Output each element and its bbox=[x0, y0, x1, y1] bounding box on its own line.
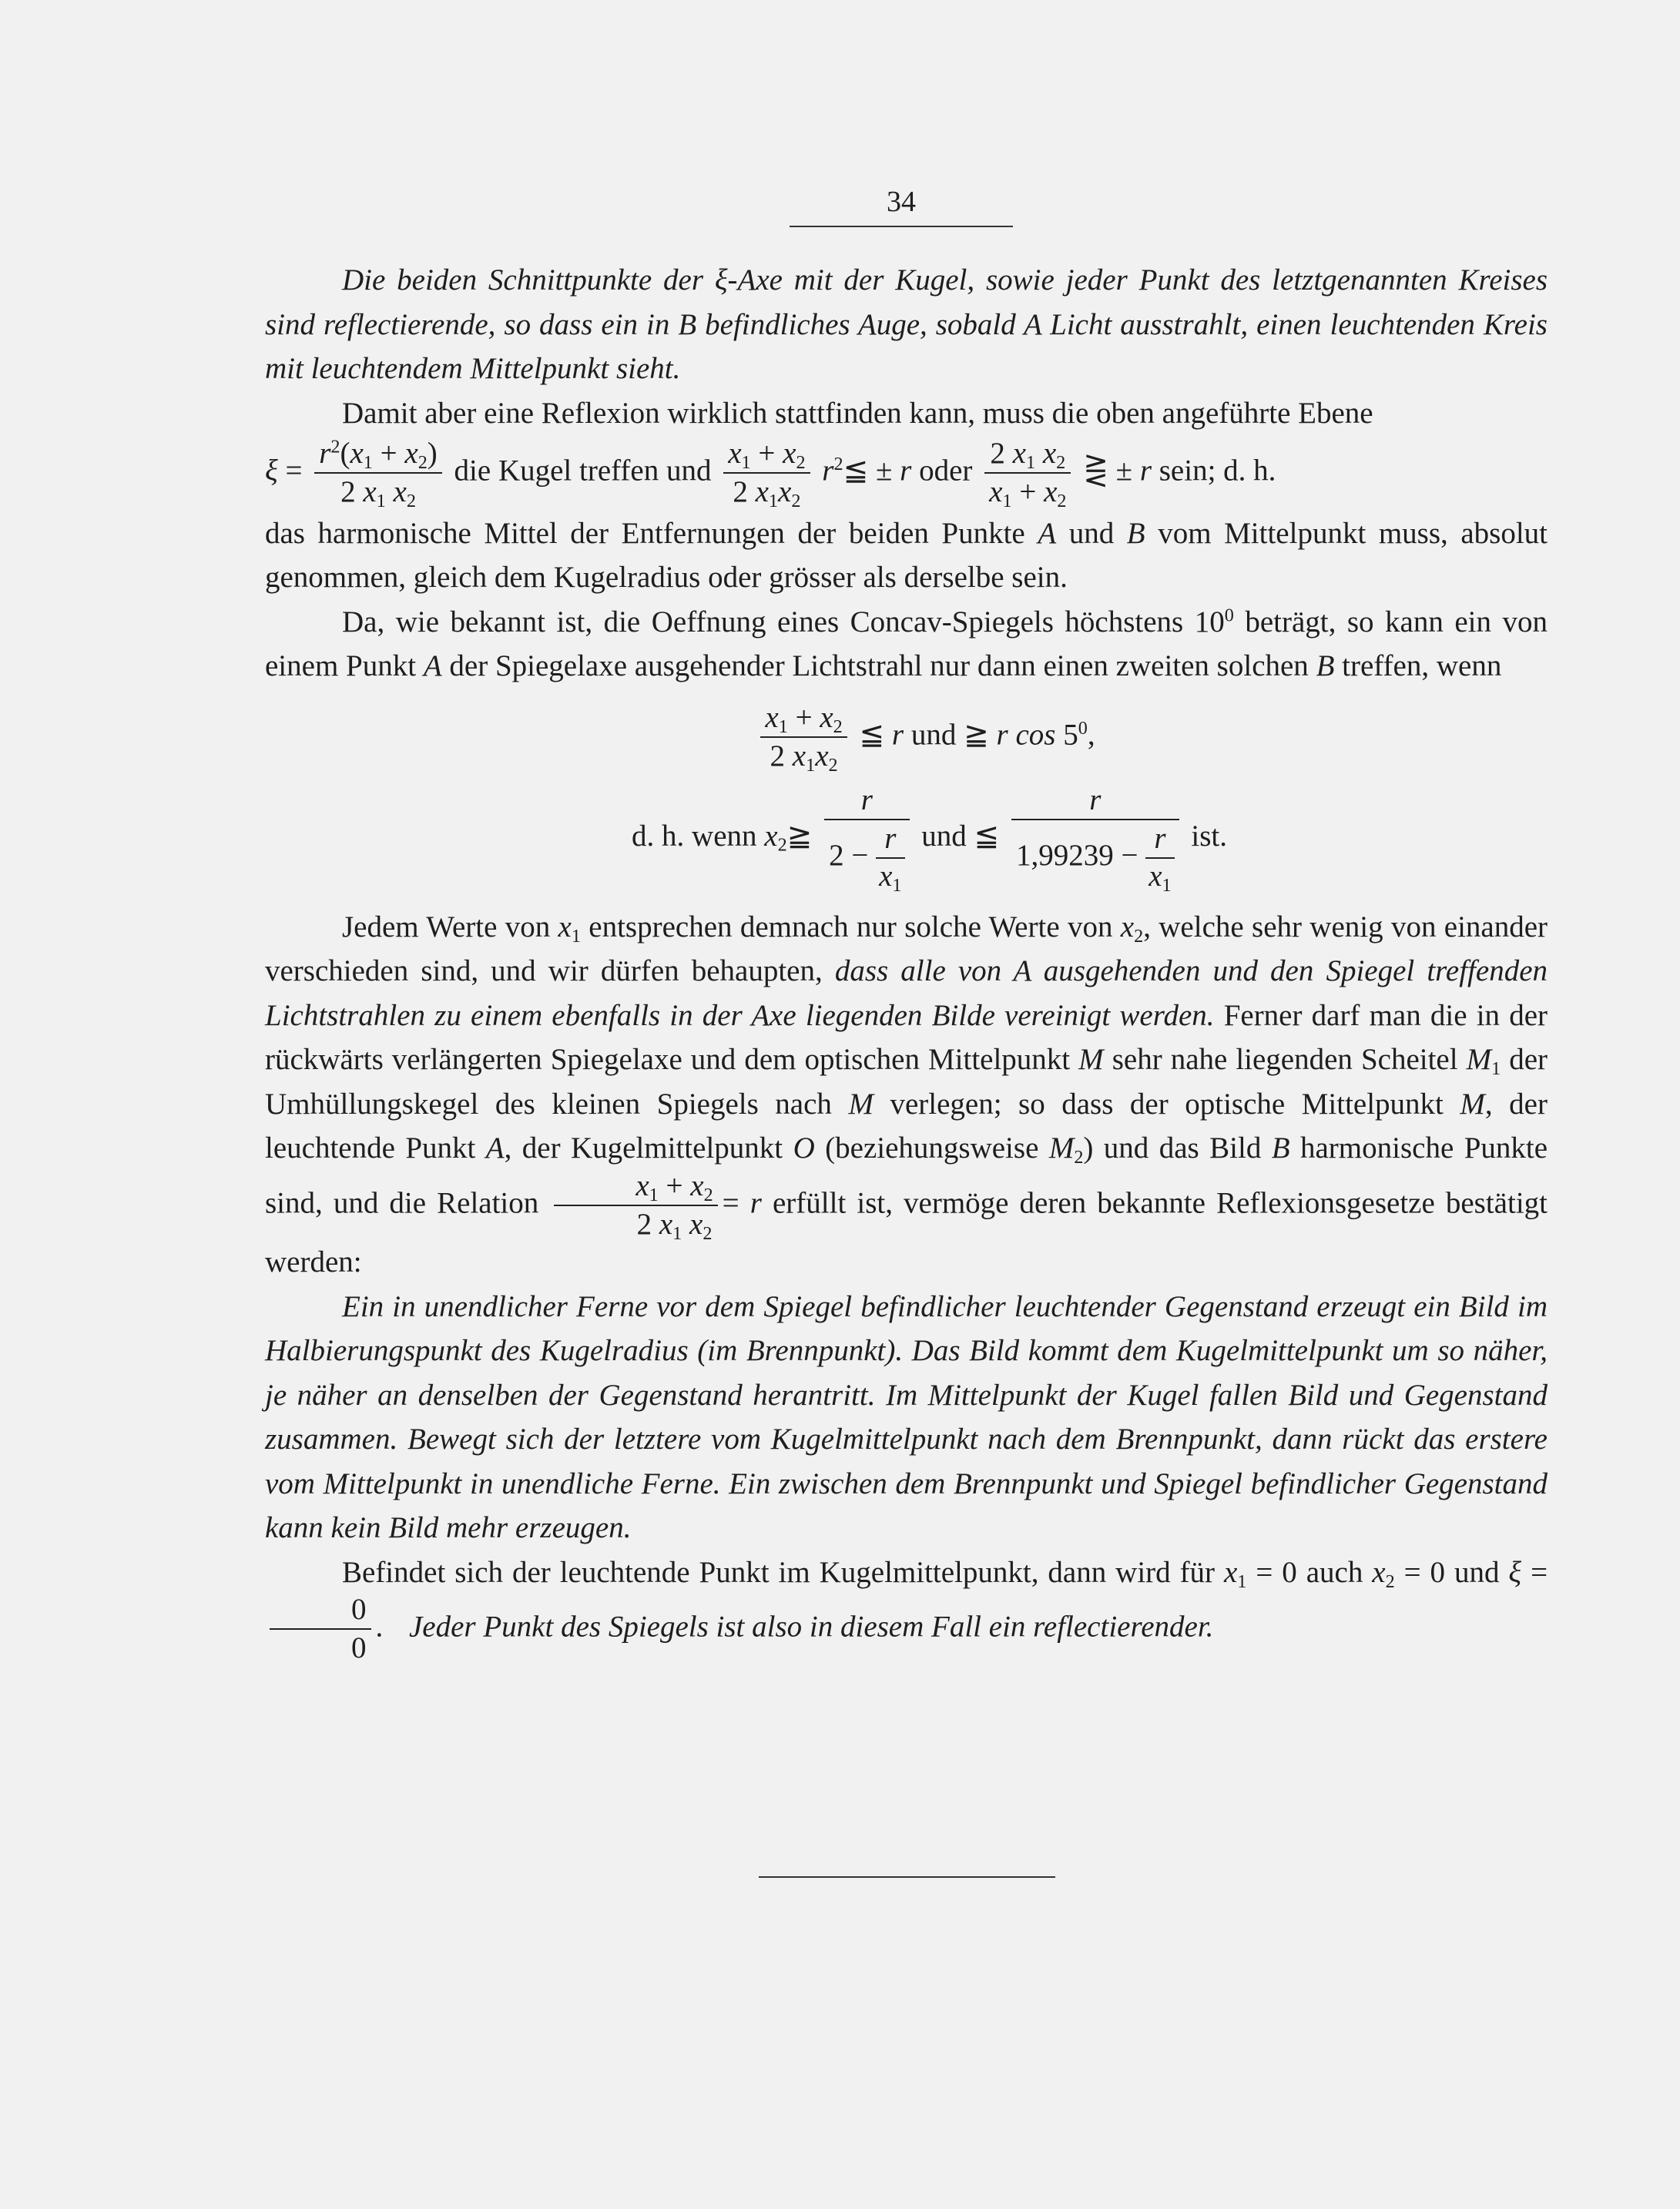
text-fragment: die Kugel treffen und bbox=[454, 454, 712, 488]
footer-rule bbox=[759, 1876, 1055, 1878]
text-fragment: oder bbox=[919, 454, 973, 488]
fraction-harmonic-inverse: $\frac{2 x_1 x_2}{x_1 + x_2}$ bbox=[984, 438, 1071, 508]
paragraph-3: Da, wie bekannt ist, die Oeffnung eines Concav-Spiegels höchstens $10^0$ beträgt, so kann ein von einem Punkt A der Spiegelaxe ausgehender Lichtstrahl nur dann einen zweiten solchen B treffen, wenn bbox=[265, 605, 1548, 683]
fraction-relation: $\frac{x_1 + x_2}{2 x_1 x_2}$ bbox=[554, 1171, 717, 1241]
fraction-plane-xi bbox=[314, 436, 442, 511]
display-equation-1: $\frac{x_1 + x_2}{2 x_1x_2}$ ≦ r und ≧ r $\cos 5^0$, bbox=[265, 702, 1548, 773]
paragraph-4: Jedem Werte von $x_1$ entsprechen demnach nur solche Werte von $x_2$, welche sehr wenig von einander verschieden sind, und wir dürfen behaupten, dass alle von A ausgehenden und den Spiegel treffenden Lichtstrahlen zu einem ebenfalls in der Axe liegenden Bilde vereinigt werden. Ferner darf man die in der rückwärts verlängerten Spiegelaxe und dem optischen Mittelpunkt M sehr nahe liegenden Scheitel $M_1$ der Umhüllungskegel des kleinen Spiegels nach M verlegen; so dass der optische Mittelpunkt M, der leuchtende Punkt A, der Kugelmittelpunkt O (beziehungsweise $M_2$) und das Bild B harmonische Punkte sind, und die Relation $\frac{x_1 + x_2}{2 x_1 x_2}$ = r erfüllt ist, vermöge deren bekannte Reflexionsgesetze bestätigt werden: bbox=[265, 910, 1548, 1279]
header-rule bbox=[790, 226, 1013, 227]
paragraph-6: Befindet sich der leuchtende Punkt im Kugelmittelpunkt, dann wird für $x_1 = 0$ auch $x_2 = 0$ und ξ = $\frac{0}{0}$ . Jeder Punkt des Spiegels ist also in diesem Fall ein reflectierender. bbox=[265, 1550, 1548, 1664]
fraction-bound-2: r 1,99239 − $\frac{r}{x_1}$ bbox=[1011, 785, 1179, 893]
paragraph-5: Ein in unendlicher Ferne vor dem Spiegel befindlicher leuchtender Gegenstand erzeugt ein Bild im Halbierungspunkt des Kugelradius (im Brennpunkt). Das Bild kommt dem Kugelmittelpunkt um so näher, je näher an denselben der Gegenstand herantritt. Im Mittelpunkt der Kugel fallen Bild und Gegenstand zusammen. Bewegt sich der letztere vom Kugelmittelpunkt nach dem Brennpunkt, dann rückt das erstere vom Mittelpunkt in unendliche Ferne. Ein zwischen dem Brennpunkt und Spiegel befindlicher Gegenstand kann kein Bild mehr erzeugen. bbox=[265, 1289, 1548, 1545]
paragraph-2-line-1: Damit aber eine Reflexion wirklich stattfinden kann, muss die oben angeführte Ebene bbox=[342, 396, 1373, 430]
paragraph-2-continued: das harmonische Mittel der Entfernungen der beiden Punkte A und B vom Mittelpunkt muss, absolut genommen, gleich dem Kugelradius oder grösser als derselbe sein. bbox=[265, 516, 1548, 595]
fraction-zero-over-zero: $\frac{0}{0}$ bbox=[270, 1594, 371, 1664]
page-header bbox=[786, 185, 1017, 219]
paragraph-1: Die beiden Schnittpunkte der ξ-Axe mit der Kugel, sowie jeder Punkt des letztgenannten Kreises sind reflectierende, so dass ein in B befindliches Auge, sobald A Licht ausstrahlt, einen leuchtenden Kreis mit leuchtendem Mittelpunkt sieht. bbox=[265, 263, 1548, 385]
display-equation-2: d. h. wenn $x_2≧$ r 2 − $\frac{r}{x_1}$ und ≦ r 1,99239 − $\frac{r}{x_1}$ ist. bbox=[632, 783, 1227, 896]
fraction-harmonic: $\frac{x_1 + x_2}{2 x_1x_2}$ bbox=[723, 438, 810, 508]
fraction-numerator: $r^2(x_1 + x_2)$ bbox=[314, 438, 442, 474]
fraction-bound-1: r 2 − $\frac{r}{x_1}$ bbox=[824, 785, 909, 893]
xi-symbol: ξ bbox=[265, 454, 278, 488]
text-fragment: sein; d. h. bbox=[1159, 454, 1276, 488]
page-number: 34 bbox=[887, 186, 916, 218]
fraction-harmonic-display: $\frac{x_1 + x_2}{2 x_1x_2}$ bbox=[760, 702, 847, 773]
paragraph-2-formula-line: ξ = $\frac{r^2(x_1 + x_2)}{2 x_1 x_2}$ die Kugel treffen und $\frac{x_1 + x_2}{2 x_1x_2}$ $r^2≦ \pm r$ oder $\frac{2 x_1 x_2}{x_1 + x_2}$ ⋛ ± r sein; d. h. bbox=[265, 436, 1276, 511]
fraction-denominator: 2 $x_1$ $x_2$ bbox=[340, 474, 416, 511]
body-text bbox=[265, 258, 1548, 1664]
equals-sign: = bbox=[285, 454, 303, 488]
